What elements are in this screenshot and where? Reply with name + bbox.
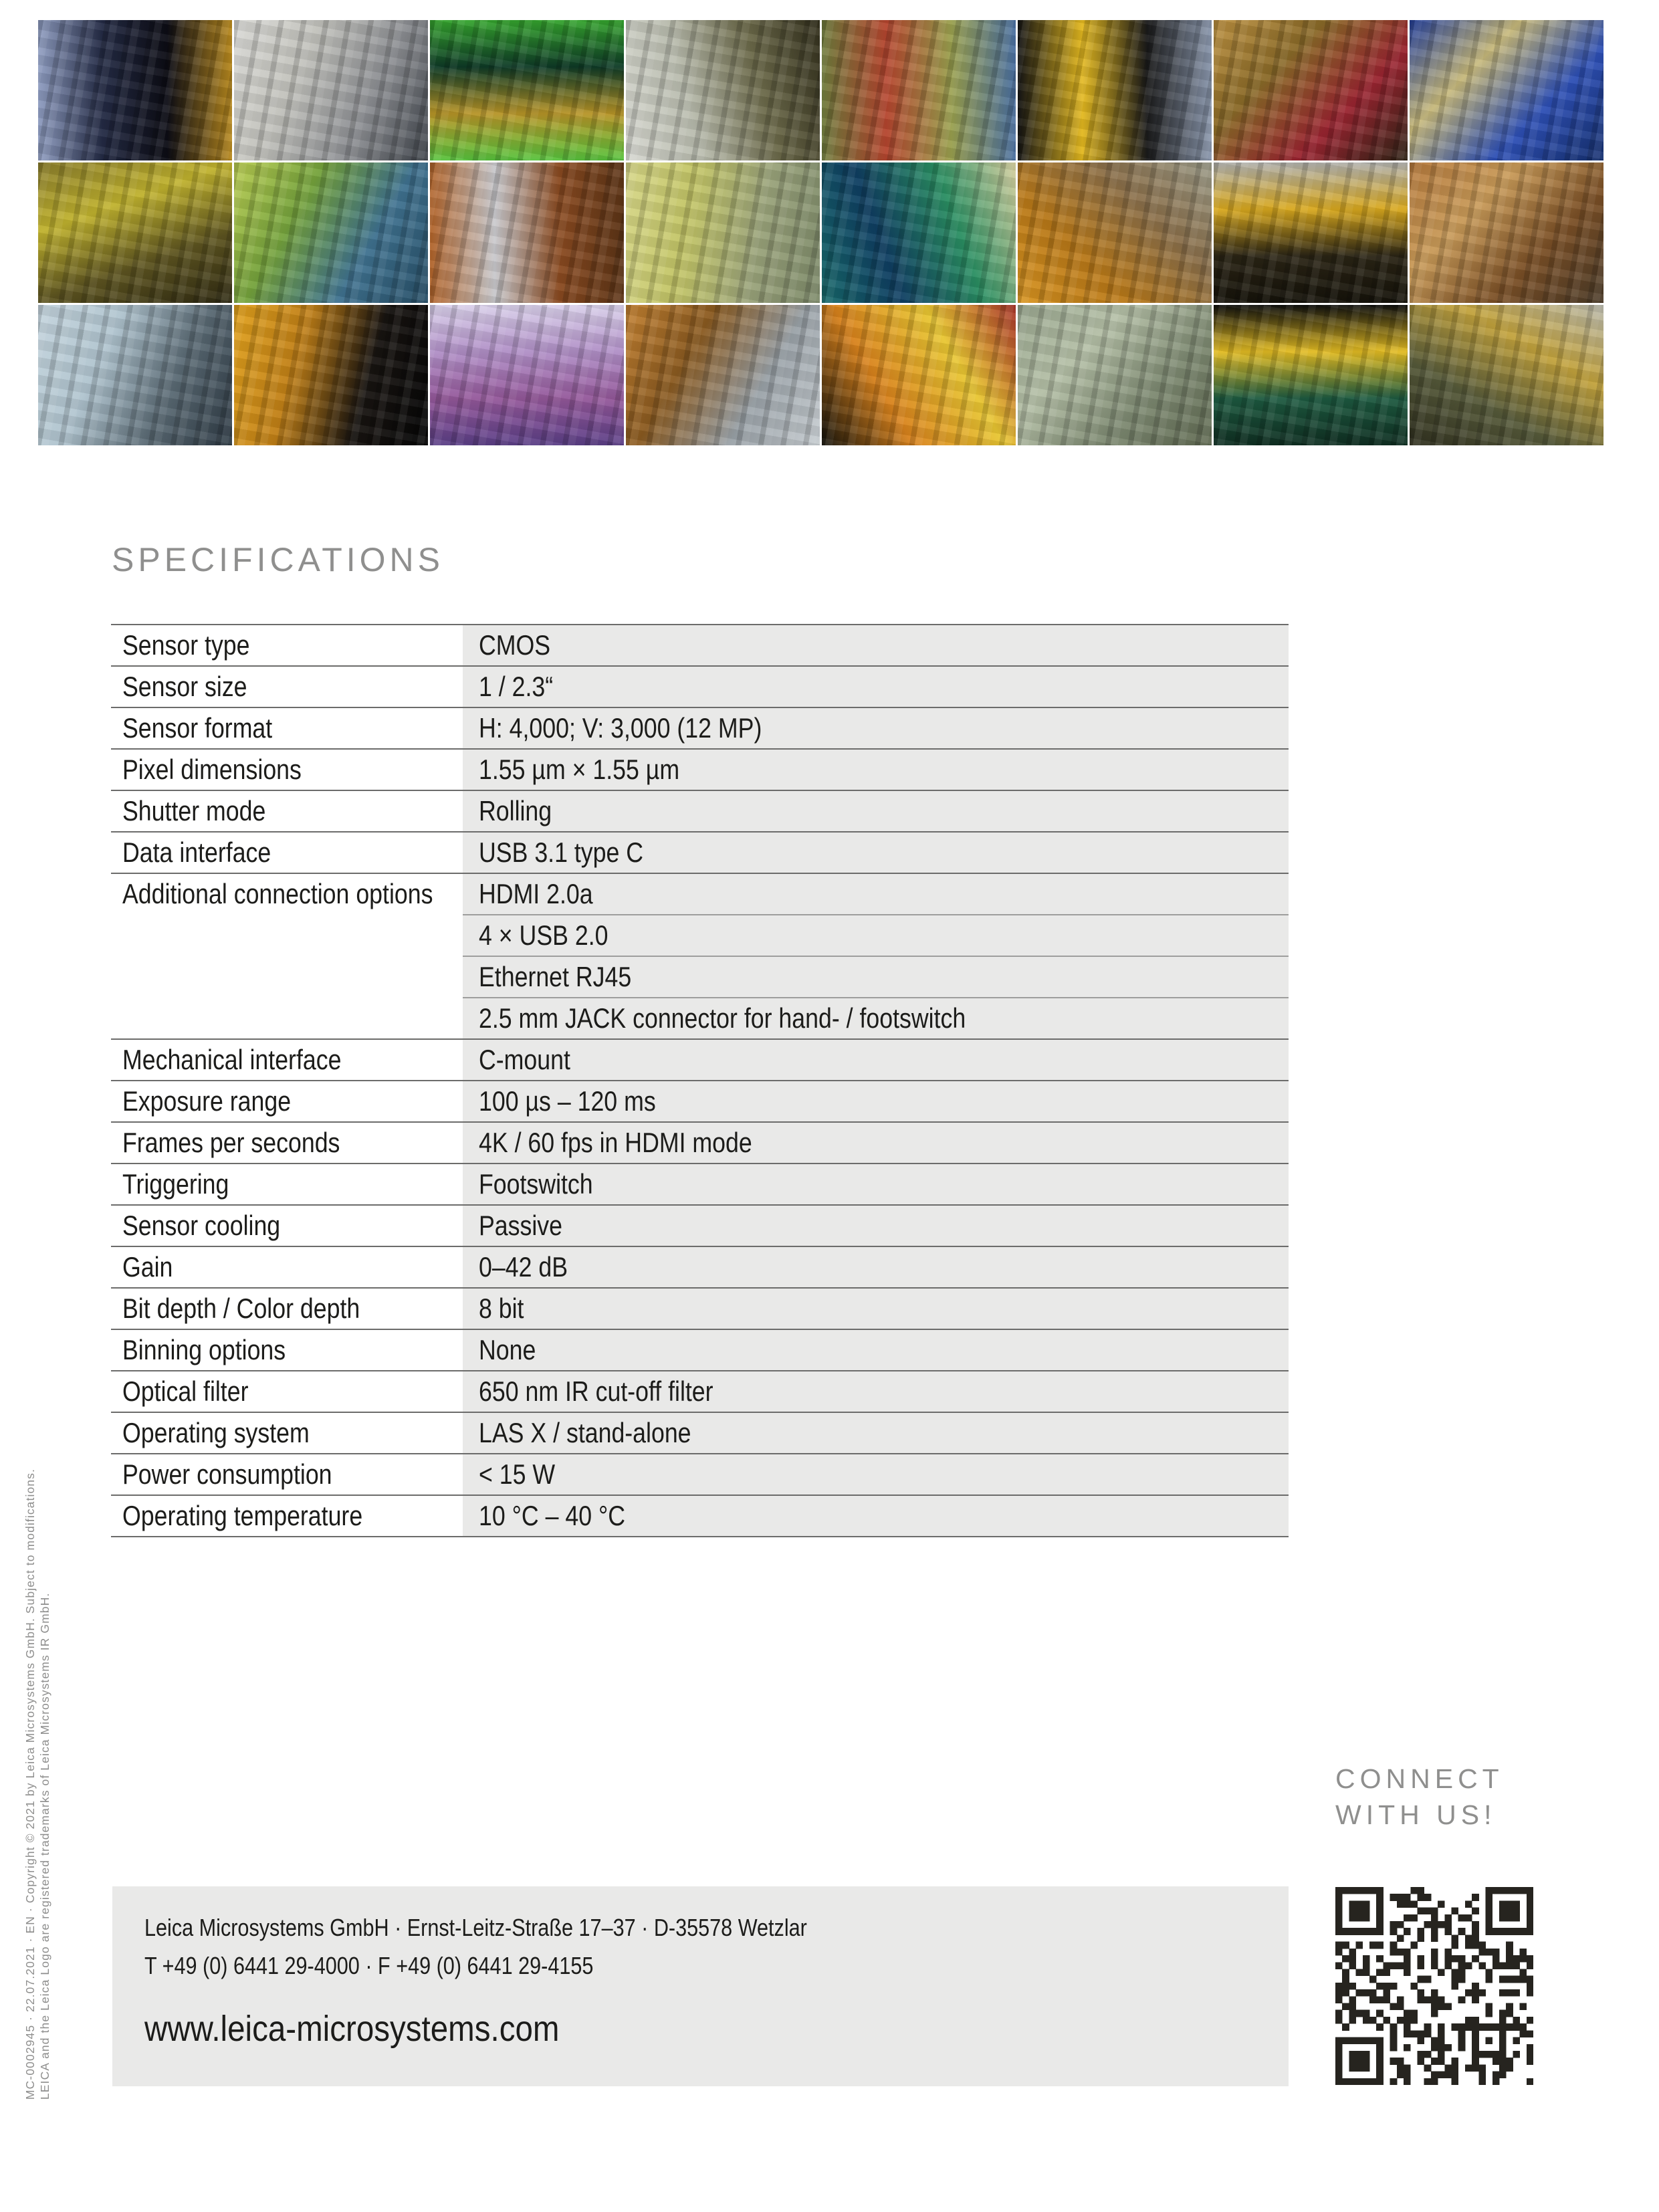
tile-butterfly-wing-stripes bbox=[822, 305, 1016, 445]
tile-solar-panel-blue bbox=[1410, 20, 1603, 160]
connect-line-1: CONNECT bbox=[1335, 1763, 1504, 1794]
spec-values bbox=[463, 1496, 1289, 1536]
spec-value: 100 µs – 120 ms bbox=[479, 1085, 656, 1117]
tile-metal-probe-tool bbox=[234, 20, 428, 160]
imprint-line-2: LEICA and the Leica Logo are registered trademarks of Leica Microsystems IR GmbH. bbox=[38, 1592, 51, 2100]
spec-value: CMOS bbox=[479, 629, 551, 661]
table-row bbox=[111, 1040, 1289, 1081]
tile-orange-lichen-black bbox=[234, 305, 428, 445]
tile-green-sensor-chip bbox=[430, 20, 624, 160]
spec-values bbox=[463, 1413, 1289, 1453]
tile-connector-pin-row bbox=[1214, 162, 1408, 303]
spec-value: H: 4,000; V: 3,000 (12 MP) bbox=[479, 712, 762, 744]
spec-value: 4K / 60 fps in HDMI mode bbox=[479, 1127, 752, 1158]
spec-value: Rolling bbox=[479, 795, 552, 826]
spec-label: Power consumption bbox=[111, 1454, 463, 1495]
specifications-heading: SPECIFICATIONS bbox=[112, 541, 445, 578]
tile-violet-banknote-pattern bbox=[430, 305, 624, 445]
phone-line: T +49 (0) 6441 29-4000 · F +49 (0) 6441 29-4155 bbox=[144, 1952, 594, 1979]
spec-value: Ethernet RJ45 bbox=[463, 956, 1289, 997]
spec-label: Bit depth / Color depth bbox=[111, 1289, 463, 1329]
spec-values bbox=[463, 667, 1289, 707]
qr-code bbox=[1335, 1887, 1533, 2085]
spec-value: 2.5 mm JACK connector for hand- / footswitch bbox=[463, 997, 1289, 1038]
tile-rust-metal-corner bbox=[1410, 162, 1603, 303]
table-row bbox=[111, 1289, 1289, 1330]
spec-values bbox=[463, 625, 1289, 665]
table-row bbox=[111, 1164, 1289, 1206]
table-row bbox=[111, 1371, 1289, 1413]
spec-values bbox=[463, 708, 1289, 748]
spec-label: Mechanical interface bbox=[111, 1040, 463, 1080]
table-row bbox=[111, 1454, 1289, 1496]
spec-label: Shutter mode bbox=[111, 791, 463, 831]
spec-values bbox=[463, 1371, 1289, 1412]
table-row bbox=[111, 708, 1289, 750]
spec-values bbox=[463, 1247, 1289, 1287]
table-row bbox=[111, 1206, 1289, 1247]
tile-watch-gears-brass bbox=[1214, 20, 1408, 160]
website-link[interactable]: www.leica-microsystems.com bbox=[144, 2009, 560, 2049]
spec-value: C-mount bbox=[479, 1044, 570, 1075]
microscopy-image-mosaic bbox=[38, 20, 1603, 445]
spec-value: HDMI 2.0a bbox=[479, 878, 593, 909]
footer-box bbox=[112, 1886, 1289, 2086]
table-row bbox=[111, 1330, 1289, 1371]
spec-values bbox=[463, 1289, 1289, 1329]
spec-values bbox=[463, 833, 1289, 873]
spec-label: Operating temperature bbox=[111, 1496, 463, 1536]
spec-value: 10 °C – 40 °C bbox=[479, 1500, 626, 1531]
tile-mineral-gravel-crystals bbox=[1410, 305, 1603, 445]
spec-values bbox=[463, 1164, 1289, 1204]
spec-label: Binning options bbox=[111, 1330, 463, 1370]
connect-line-2: WITH US! bbox=[1335, 1799, 1497, 1830]
spec-values bbox=[463, 874, 1289, 1038]
spec-value: LAS X / stand-alone bbox=[479, 1417, 691, 1448]
tile-dragonfly-wings bbox=[626, 20, 820, 160]
spec-value: 4 × USB 2.0 bbox=[463, 914, 1289, 956]
tile-amber-spheres-roe bbox=[1018, 162, 1212, 303]
spec-value: 650 nm IR cut-off filter bbox=[479, 1375, 713, 1407]
imprint-vertical-note bbox=[23, 1324, 52, 2100]
spec-label: Sensor size bbox=[111, 667, 463, 707]
tile-orange-gear-on-metal bbox=[626, 305, 820, 445]
spec-value: 8 bit bbox=[479, 1293, 524, 1324]
table-row bbox=[111, 874, 1289, 1040]
tile-chip-bond-wires-blue bbox=[38, 20, 232, 160]
spec-label: Frames per seconds bbox=[111, 1123, 463, 1163]
table-row bbox=[111, 833, 1289, 874]
address-line: Leica Microsystems GmbH · Ernst-Leitz-Straße 17–37 · D-35578 Wetzlar bbox=[144, 1914, 807, 1941]
spec-values bbox=[463, 750, 1289, 790]
spec-label: Gain bbox=[111, 1247, 463, 1287]
spec-table bbox=[111, 624, 1289, 1537]
table-row bbox=[111, 791, 1289, 833]
table-row bbox=[111, 667, 1289, 708]
spec-label: Operating system bbox=[111, 1413, 463, 1453]
spec-label: Triggering bbox=[111, 1164, 463, 1204]
spec-label: Additional connection options bbox=[111, 874, 463, 1038]
spec-value: USB 3.1 type C bbox=[479, 837, 644, 868]
spec-value: < 15 W bbox=[479, 1458, 556, 1490]
spec-values bbox=[463, 1123, 1289, 1163]
tile-fossil-stone-texture bbox=[1018, 305, 1212, 445]
tile-needle-tip-macro bbox=[38, 305, 232, 445]
connect-with-us-label bbox=[1335, 1761, 1504, 1833]
spec-value: Footswitch bbox=[479, 1168, 593, 1200]
tile-comb-connector-yellow bbox=[1018, 20, 1212, 160]
tile-banknote-guilloche-green bbox=[234, 162, 428, 303]
tile-teal-circuit-traces bbox=[822, 162, 1016, 303]
tile-chip-die-yellow-pads bbox=[1214, 305, 1408, 445]
spec-values bbox=[463, 1454, 1289, 1495]
imprint-line-1: MC-0002945 · 22.07.2021 · EN · Copyright © 2021 by Leica Microsystems GmbH. Subject to modifications. bbox=[23, 1468, 37, 2100]
spec-label: Exposure range bbox=[111, 1081, 463, 1121]
spec-value: 1.55 µm × 1.55 µm bbox=[479, 754, 680, 785]
table-row bbox=[111, 1081, 1289, 1123]
spec-values bbox=[463, 1330, 1289, 1370]
spec-values bbox=[463, 791, 1289, 831]
table-row bbox=[111, 1123, 1289, 1164]
spec-label: Pixel dimensions bbox=[111, 750, 463, 790]
table-row bbox=[111, 1496, 1289, 1537]
spec-values bbox=[463, 1081, 1289, 1121]
spec-label: Sensor format bbox=[111, 708, 463, 748]
spec-value: 1 / 2.3“ bbox=[479, 671, 554, 702]
spec-label: Sensor cooling bbox=[111, 1206, 463, 1246]
spec-values bbox=[463, 1206, 1289, 1246]
spec-values bbox=[463, 1040, 1289, 1080]
table-row bbox=[111, 625, 1289, 667]
table-row bbox=[111, 750, 1289, 791]
spec-label: Data interface bbox=[111, 833, 463, 873]
tile-copper-pcb-components bbox=[430, 162, 624, 303]
spec-value: None bbox=[479, 1334, 536, 1365]
spec-label: Sensor type bbox=[111, 625, 463, 665]
tile-yellow-lichen-moss bbox=[38, 162, 232, 303]
spec-value: Passive bbox=[479, 1210, 563, 1241]
spec-value: 0–42 dB bbox=[479, 1251, 568, 1283]
tile-yellow-seeds-macro bbox=[626, 162, 820, 303]
table-row bbox=[111, 1247, 1289, 1289]
table-row bbox=[111, 1413, 1289, 1454]
tile-resistors-circuit-board bbox=[822, 20, 1016, 160]
spec-label: Optical filter bbox=[111, 1371, 463, 1412]
